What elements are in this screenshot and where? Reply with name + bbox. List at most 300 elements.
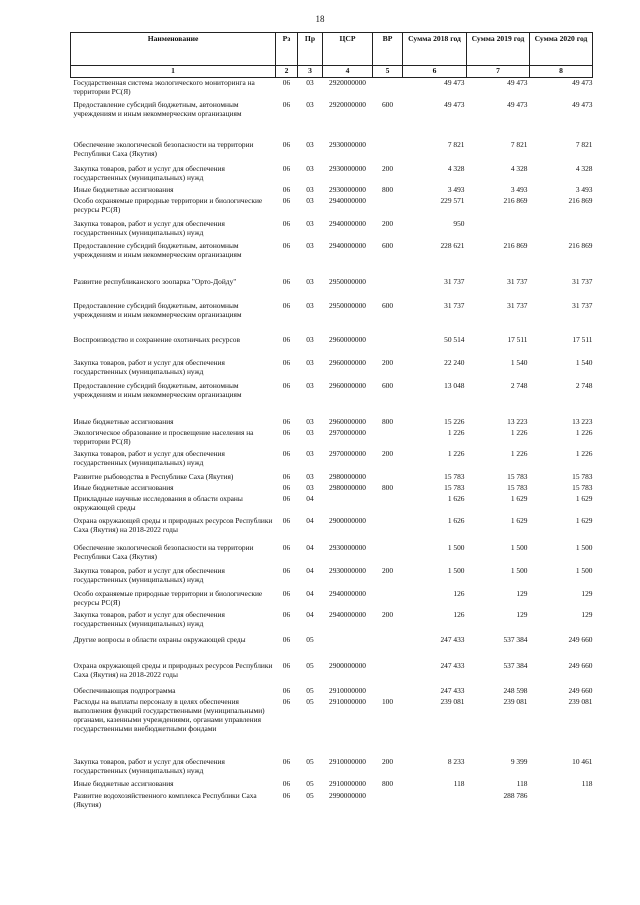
row-sum-2020 — [530, 219, 593, 241]
row-vr: 600 — [381, 380, 394, 390]
row-sum-2019: 15 783 — [507, 471, 528, 481]
row-pr: 03 — [306, 471, 314, 481]
row-vr — [373, 335, 403, 358]
row-name: Иные бюджетные ассигнования — [73, 416, 174, 426]
row-vr — [373, 472, 403, 483]
row-vr: 200 — [381, 163, 394, 173]
table-row — [71, 219, 593, 241]
row-pr: 05 — [306, 756, 314, 766]
row-rz: 06 — [282, 300, 291, 310]
row-pr: 03 — [306, 357, 314, 367]
column-number: 1 — [71, 66, 276, 78]
row-sum-2018: 247 433 — [440, 685, 465, 695]
row-csr: 2940000000 — [329, 218, 366, 228]
row-csr: 2900000000 — [329, 515, 366, 525]
table-row — [71, 358, 593, 381]
row-sum-2019: 49 473 — [507, 99, 528, 109]
row-vr — [373, 635, 403, 661]
row-vr: 800 — [381, 184, 394, 194]
header-sum-2019: Сумма 2019 год — [467, 33, 530, 66]
row-pr: 03 — [306, 218, 314, 228]
table-row — [71, 472, 593, 483]
table-row — [71, 196, 593, 219]
row-pr: 03 — [306, 380, 314, 390]
row-sum-2018 — [403, 791, 467, 813]
table-row — [71, 301, 593, 335]
row-name: Закупка товаров, работ и услуг для обеспечения государственных (муниципальных) нужд — [73, 218, 225, 237]
header-pr: Пр — [298, 33, 323, 66]
row-sum-2019: 1 226 — [510, 427, 528, 437]
table-row — [71, 566, 593, 589]
column-number: 5 — [373, 66, 403, 78]
row-csr: 2970000000 — [329, 427, 366, 437]
row-csr: 2910000000 — [329, 756, 366, 766]
row-pr: 03 — [306, 184, 314, 194]
row-pr: 04 — [306, 588, 314, 598]
row-csr: 2940000000 — [329, 240, 366, 250]
row-rz: 06 — [282, 778, 291, 788]
row-sum-2020: 249 660 — [568, 685, 593, 695]
row-rz: 06 — [282, 565, 291, 575]
row-vr — [373, 686, 403, 697]
row-sum-2020: 15 783 — [572, 471, 593, 481]
row-sum-2020: 1 629 — [575, 515, 593, 525]
row-rz: 06 — [282, 542, 291, 552]
row-pr: 05 — [306, 696, 314, 706]
row-vr: 800 — [381, 778, 394, 788]
row-csr: 2920000000 — [329, 99, 366, 109]
row-vr: 800 — [381, 416, 394, 426]
row-csr: 2980000000 — [329, 471, 366, 481]
header-sum-2020: Сумма 2020 год — [530, 33, 593, 66]
row-vr — [373, 140, 403, 164]
row-vr — [373, 78, 403, 100]
row-sum-2018: 247 433 — [440, 660, 465, 670]
row-sum-2020: 129 — [581, 588, 593, 598]
row-pr: 03 — [306, 195, 314, 205]
row-sum-2019: 4 328 — [510, 163, 528, 173]
row-pr: 03 — [306, 427, 314, 437]
column-number: 8 — [530, 66, 593, 78]
row-sum-2019: 239 081 — [503, 696, 528, 706]
table-row — [71, 543, 593, 566]
table-row — [71, 757, 593, 779]
row-sum-2018: 31 737 — [444, 300, 465, 310]
row-csr: 2930000000 — [329, 163, 366, 173]
row-sum-2018: 229 571 — [440, 195, 465, 205]
row-csr: 2960000000 — [329, 334, 366, 344]
column-number: 6 — [403, 66, 467, 78]
row-sum-2020: 13 223 — [572, 416, 593, 426]
row-rz: 06 — [282, 588, 291, 598]
table-row — [71, 635, 593, 661]
row-pr: 04 — [306, 515, 314, 525]
row-sum-2020: 49 473 — [572, 99, 593, 109]
row-vr: 200 — [381, 448, 394, 458]
row-rz: 06 — [282, 427, 291, 437]
row-sum-2020: 3 493 — [575, 184, 593, 194]
row-csr: 2930000000 — [329, 542, 366, 552]
header-sum-2018: Сумма 2018 год — [403, 33, 467, 66]
column-number: 4 — [323, 66, 373, 78]
row-sum-2018: 1 226 — [447, 427, 465, 437]
row-pr: 03 — [306, 139, 314, 149]
row-rz: 06 — [282, 218, 291, 228]
row-sum-2020: 249 660 — [568, 660, 593, 670]
row-name: Особо охраняемые природные территории и биологические ресурсы РС(Я) — [73, 588, 263, 607]
row-rz: 06 — [282, 756, 291, 766]
row-sum-2018: 49 473 — [444, 78, 465, 87]
row-sum-2018: 3 493 — [447, 184, 465, 194]
row-name: Иные бюджетные ассигнования — [73, 778, 174, 788]
table-row — [71, 185, 593, 196]
row-sum-2020: 1 226 — [575, 427, 593, 437]
row-name: Обеспечивающая подпрограмма — [73, 685, 176, 695]
row-rz: 06 — [282, 416, 291, 426]
row-name: Прикладные научные исследования в области охраны окружающей среды — [73, 493, 243, 512]
row-sum-2018: 1 500 — [447, 565, 465, 575]
row-sum-2020: 216 869 — [568, 240, 593, 250]
row-name: Предоставление субсидий бюджетным, автономным учреждениям и иным некоммерческим организациям — [73, 300, 242, 319]
column-number: 7 — [467, 66, 530, 78]
row-csr: 2910000000 — [329, 696, 366, 706]
row-name: Закупка товаров, работ и услуг для обеспечения государственных (муниципальных) нужд — [73, 565, 225, 584]
row-name: Обеспечение экологической безопасности на территории Республики Саха (Якутия) — [73, 542, 254, 561]
budget-table — [70, 32, 593, 813]
row-vr — [373, 428, 403, 449]
row-csr: 2960000000 — [329, 357, 366, 367]
row-csr: 2940000000 — [329, 609, 366, 619]
row-sum-2020 — [530, 791, 593, 813]
row-sum-2019: 31 737 — [507, 300, 528, 310]
row-sum-2020: 1 629 — [575, 493, 593, 503]
row-sum-2019: 31 737 — [507, 276, 528, 286]
row-csr: 2910000000 — [329, 685, 366, 695]
row-name: Закупка товаров, работ и услуг для обеспечения государственных (муниципальных) нужд — [73, 357, 225, 376]
row-sum-2020: 10 461 — [572, 756, 593, 766]
row-sum-2020: 2 748 — [575, 380, 593, 390]
row-vr — [373, 589, 403, 610]
table-row — [71, 791, 593, 813]
row-sum-2019: 17 511 — [507, 334, 528, 344]
row-rz: 06 — [282, 99, 291, 109]
row-pr: 03 — [306, 334, 314, 344]
row-sum-2019 — [467, 219, 530, 241]
row-name: Расходы на выплаты персоналу в целях обеспечения выполнения функций государственными (муниципальными) органами, казенными учреждениями, органами управления государственными внебюджетными фондами — [73, 696, 265, 733]
row-rz: 06 — [282, 471, 291, 481]
row-csr: 2990000000 — [329, 790, 366, 800]
row-sum-2019: 118 — [516, 778, 528, 788]
row-sum-2019: 49 473 — [507, 78, 528, 87]
table-row — [71, 589, 593, 610]
row-sum-2019: 216 869 — [503, 195, 528, 205]
row-sum-2018: 4 328 — [447, 163, 465, 173]
table-row — [71, 686, 593, 697]
row-vr — [373, 277, 403, 301]
row-sum-2019: 288 786 — [503, 790, 528, 800]
row-name: Экологическое образование и просвещение населения на территории РС(Я) — [73, 427, 254, 446]
column-number-row — [71, 66, 593, 78]
row-pr: 05 — [306, 660, 314, 670]
table-row — [71, 494, 593, 516]
row-sum-2020: 1 226 — [575, 448, 593, 458]
row-sum-2020: 31 737 — [572, 300, 593, 310]
table-row — [71, 140, 593, 164]
row-name: Охрана окружающей среды и природных ресурсов Республики Саха (Якутия) на 2018-2022 годы — [73, 515, 273, 534]
row-sum-2020: 216 869 — [568, 195, 593, 205]
row-sum-2018: 49 473 — [444, 99, 465, 109]
row-name: Закупка товаров, работ и услуг для обеспечения государственных (муниципальных) нужд — [73, 756, 225, 775]
row-sum-2018: 22 240 — [444, 357, 465, 367]
row-csr: 2910000000 — [329, 778, 366, 788]
row-csr: 2970000000 — [329, 448, 366, 458]
row-csr: 2950000000 — [329, 300, 366, 310]
row-sum-2019: 15 783 — [507, 482, 528, 492]
row-pr: 04 — [306, 542, 314, 552]
row-sum-2019: 3 493 — [510, 184, 528, 194]
table-row — [71, 428, 593, 449]
row-rz: 06 — [282, 609, 291, 619]
row-sum-2020: 7 821 — [575, 139, 593, 149]
row-sum-2018: 13 048 — [444, 380, 465, 390]
row-sum-2019: 13 223 — [507, 416, 528, 426]
table-row — [71, 417, 593, 428]
row-pr: 03 — [306, 482, 314, 492]
row-sum-2018: 50 514 — [444, 334, 465, 344]
row-sum-2020: 118 — [581, 778, 593, 788]
row-vr: 800 — [381, 482, 394, 492]
row-csr — [323, 635, 373, 661]
row-vr — [373, 516, 403, 543]
row-pr: 03 — [306, 78, 314, 87]
row-sum-2018: 15 226 — [444, 416, 465, 426]
row-rz: 06 — [282, 515, 291, 525]
row-name: Государственная система экологического мониторинга на территории РС(Я) — [73, 78, 255, 96]
row-vr — [373, 543, 403, 566]
row-pr: 03 — [306, 300, 314, 310]
row-name: Обеспечение экологической безопасности на территории Республики Саха (Якутия) — [73, 139, 254, 158]
row-csr: 2900000000 — [329, 660, 366, 670]
header-csr: ЦСР — [323, 33, 373, 66]
header-rz: Рз — [276, 33, 298, 66]
row-sum-2019: 1 226 — [510, 448, 528, 458]
table-row — [71, 610, 593, 635]
row-csr: 2950000000 — [329, 276, 366, 286]
row-sum-2019: 1 540 — [510, 357, 528, 367]
row-rz: 06 — [282, 357, 291, 367]
row-vr: 200 — [381, 218, 394, 228]
table-body — [71, 78, 593, 813]
row-pr: 03 — [306, 99, 314, 109]
row-sum-2020: 1 540 — [575, 357, 593, 367]
row-vr — [373, 494, 403, 516]
row-sum-2018: 239 081 — [440, 696, 465, 706]
row-rz: 06 — [282, 78, 291, 87]
table-row — [71, 516, 593, 543]
row-vr: 100 — [381, 696, 394, 706]
row-rz: 06 — [282, 184, 291, 194]
row-sum-2019: 248 598 — [503, 685, 528, 695]
row-pr: 03 — [306, 163, 314, 173]
row-pr: 03 — [306, 240, 314, 250]
row-sum-2020: 4 328 — [575, 163, 593, 173]
row-sum-2018: 31 737 — [444, 276, 465, 286]
table-row — [71, 241, 593, 277]
row-name: Предоставление субсидий бюджетным, автономным учреждениям и иным некоммерческим организациям — [73, 240, 242, 259]
row-sum-2019: 129 — [516, 588, 528, 598]
row-name: Предоставление субсидий бюджетным, автономным учреждениям и иным некоммерческим организациям — [73, 380, 242, 399]
header-name: Наименование — [71, 33, 276, 66]
row-rz: 06 — [282, 163, 291, 173]
row-sum-2018: 1 626 — [447, 515, 465, 525]
table-row — [71, 661, 593, 686]
table-row — [71, 100, 593, 140]
table-row — [71, 449, 593, 472]
row-rz: 06 — [282, 482, 291, 492]
row-sum-2018: 228 621 — [440, 240, 465, 250]
header-row — [71, 33, 593, 66]
row-sum-2018: 15 783 — [444, 482, 465, 492]
row-rz: 06 — [282, 685, 291, 695]
row-name: Особо охраняемые природные территории и биологические ресурсы РС(Я) — [73, 195, 263, 214]
row-rz: 06 — [282, 790, 291, 800]
table-row — [71, 78, 593, 100]
row-rz: 06 — [282, 139, 291, 149]
row-pr: 03 — [306, 416, 314, 426]
table-row — [71, 381, 593, 417]
row-vr: 200 — [381, 609, 394, 619]
row-sum-2019: 1 629 — [510, 493, 528, 503]
row-vr: 200 — [381, 565, 394, 575]
row-name: Иные бюджетные ассигнования — [73, 482, 174, 492]
row-sum-2020: 239 081 — [568, 696, 593, 706]
table-row — [71, 697, 593, 757]
row-pr: 03 — [306, 448, 314, 458]
row-sum-2018: 1 626 — [447, 493, 465, 503]
row-pr: 04 — [306, 493, 314, 503]
row-name: Воспроизводство и сохранение охотничьих ресурсов — [73, 334, 240, 344]
row-rz: 06 — [282, 634, 291, 644]
table-row — [71, 335, 593, 358]
row-sum-2018: 7 821 — [447, 139, 465, 149]
row-vr: 200 — [381, 357, 394, 367]
row-pr: 04 — [306, 565, 314, 575]
row-name: Другие вопросы в области охраны окружающей среды — [73, 634, 246, 644]
row-pr: 03 — [306, 276, 314, 286]
table-row — [71, 779, 593, 791]
row-sum-2020: 1 500 — [575, 565, 593, 575]
row-vr — [373, 791, 403, 813]
column-number: 3 — [298, 66, 323, 78]
row-vr — [373, 661, 403, 686]
row-sum-2018: 247 433 — [440, 634, 465, 644]
row-csr: 2930000000 — [329, 184, 366, 194]
row-sum-2018: 118 — [453, 778, 465, 788]
row-rz: 06 — [282, 195, 291, 205]
row-sum-2020: 15 783 — [572, 482, 593, 492]
row-name: Предоставление субсидий бюджетным, автономным учреждениям и иным некоммерческим организациям — [73, 99, 242, 118]
row-sum-2019: 1 500 — [510, 565, 528, 575]
row-sum-2018: 950 — [453, 218, 465, 228]
row-sum-2019: 1 629 — [510, 515, 528, 525]
row-sum-2019: 129 — [516, 609, 528, 619]
row-pr: 05 — [306, 778, 314, 788]
row-csr: 2930000000 — [329, 139, 366, 149]
row-rz: 06 — [282, 660, 291, 670]
row-sum-2019: 2 748 — [510, 380, 528, 390]
row-name: Охрана окружающей среды и природных ресурсов Республики Саха (Якутия) на 2018-2022 годы — [73, 660, 273, 679]
row-sum-2020: 17 511 — [572, 334, 593, 344]
column-number: 2 — [276, 66, 298, 78]
row-rz: 06 — [282, 696, 291, 706]
row-name: Развитие республиканского зоопарка "Орто-Дойду" — [73, 276, 237, 286]
row-csr — [323, 494, 373, 516]
row-sum-2019: 1 500 — [510, 542, 528, 552]
row-vr: 600 — [381, 240, 394, 250]
page-number: 18 — [315, 14, 325, 24]
row-sum-2020: 249 660 — [568, 634, 593, 644]
header-vr: ВР — [373, 33, 403, 66]
row-name: Закупка товаров, работ и услуг для обеспечения государственных (муниципальных) нужд — [73, 163, 225, 182]
row-rz: 06 — [282, 448, 291, 458]
table-row — [71, 164, 593, 185]
row-csr: 2920000000 — [329, 78, 366, 87]
row-sum-2018: 15 783 — [444, 471, 465, 481]
row-vr: 600 — [381, 300, 394, 310]
row-name: Иные бюджетные ассигнования — [73, 184, 174, 194]
row-pr: 04 — [306, 609, 314, 619]
row-pr: 05 — [306, 634, 314, 644]
row-rz: 06 — [282, 380, 291, 390]
table-row — [71, 483, 593, 494]
row-sum-2019: 9 399 — [510, 756, 528, 766]
row-sum-2018: 8 233 — [447, 756, 465, 766]
row-csr: 2980000000 — [329, 482, 366, 492]
row-sum-2019: 216 869 — [503, 240, 528, 250]
row-name: Развитие рыбоводства в Республике Саха (Якутия) — [73, 471, 234, 481]
row-rz: 06 — [282, 276, 291, 286]
row-sum-2020: 49 473 — [572, 78, 593, 87]
row-rz: 06 — [282, 240, 291, 250]
row-sum-2018: 126 — [453, 609, 465, 619]
row-sum-2019: 537 384 — [503, 634, 528, 644]
row-vr: 600 — [381, 99, 394, 109]
row-vr: 200 — [381, 756, 394, 766]
row-sum-2020: 1 500 — [575, 542, 593, 552]
row-csr: 2940000000 — [329, 195, 366, 205]
row-rz: 06 — [282, 334, 291, 344]
row-csr: 2960000000 — [329, 380, 366, 390]
row-name: Закупка товаров, работ и услуг для обеспечения государственных (муниципальных) нужд — [73, 609, 225, 628]
row-sum-2019: 537 384 — [503, 660, 528, 670]
row-csr: 2940000000 — [329, 588, 366, 598]
row-sum-2018: 126 — [453, 588, 465, 598]
row-pr: 05 — [306, 790, 314, 800]
row-sum-2020: 31 737 — [572, 276, 593, 286]
row-sum-2019: 7 821 — [510, 139, 528, 149]
row-rz: 06 — [282, 493, 291, 503]
row-sum-2020: 129 — [581, 609, 593, 619]
row-sum-2018: 1 500 — [447, 542, 465, 552]
row-sum-2018: 1 226 — [447, 448, 465, 458]
row-name: Закупка товаров, работ и услуг для обеспечения государственных (муниципальных) нужд — [73, 448, 225, 467]
row-csr: 2960000000 — [329, 416, 366, 426]
row-pr: 05 — [306, 685, 314, 695]
row-vr — [373, 196, 403, 219]
table-row — [71, 277, 593, 301]
row-csr: 2930000000 — [329, 565, 366, 575]
row-name: Развитие водохозяйственного комплекса Республики Саха (Якутия) — [73, 790, 257, 809]
